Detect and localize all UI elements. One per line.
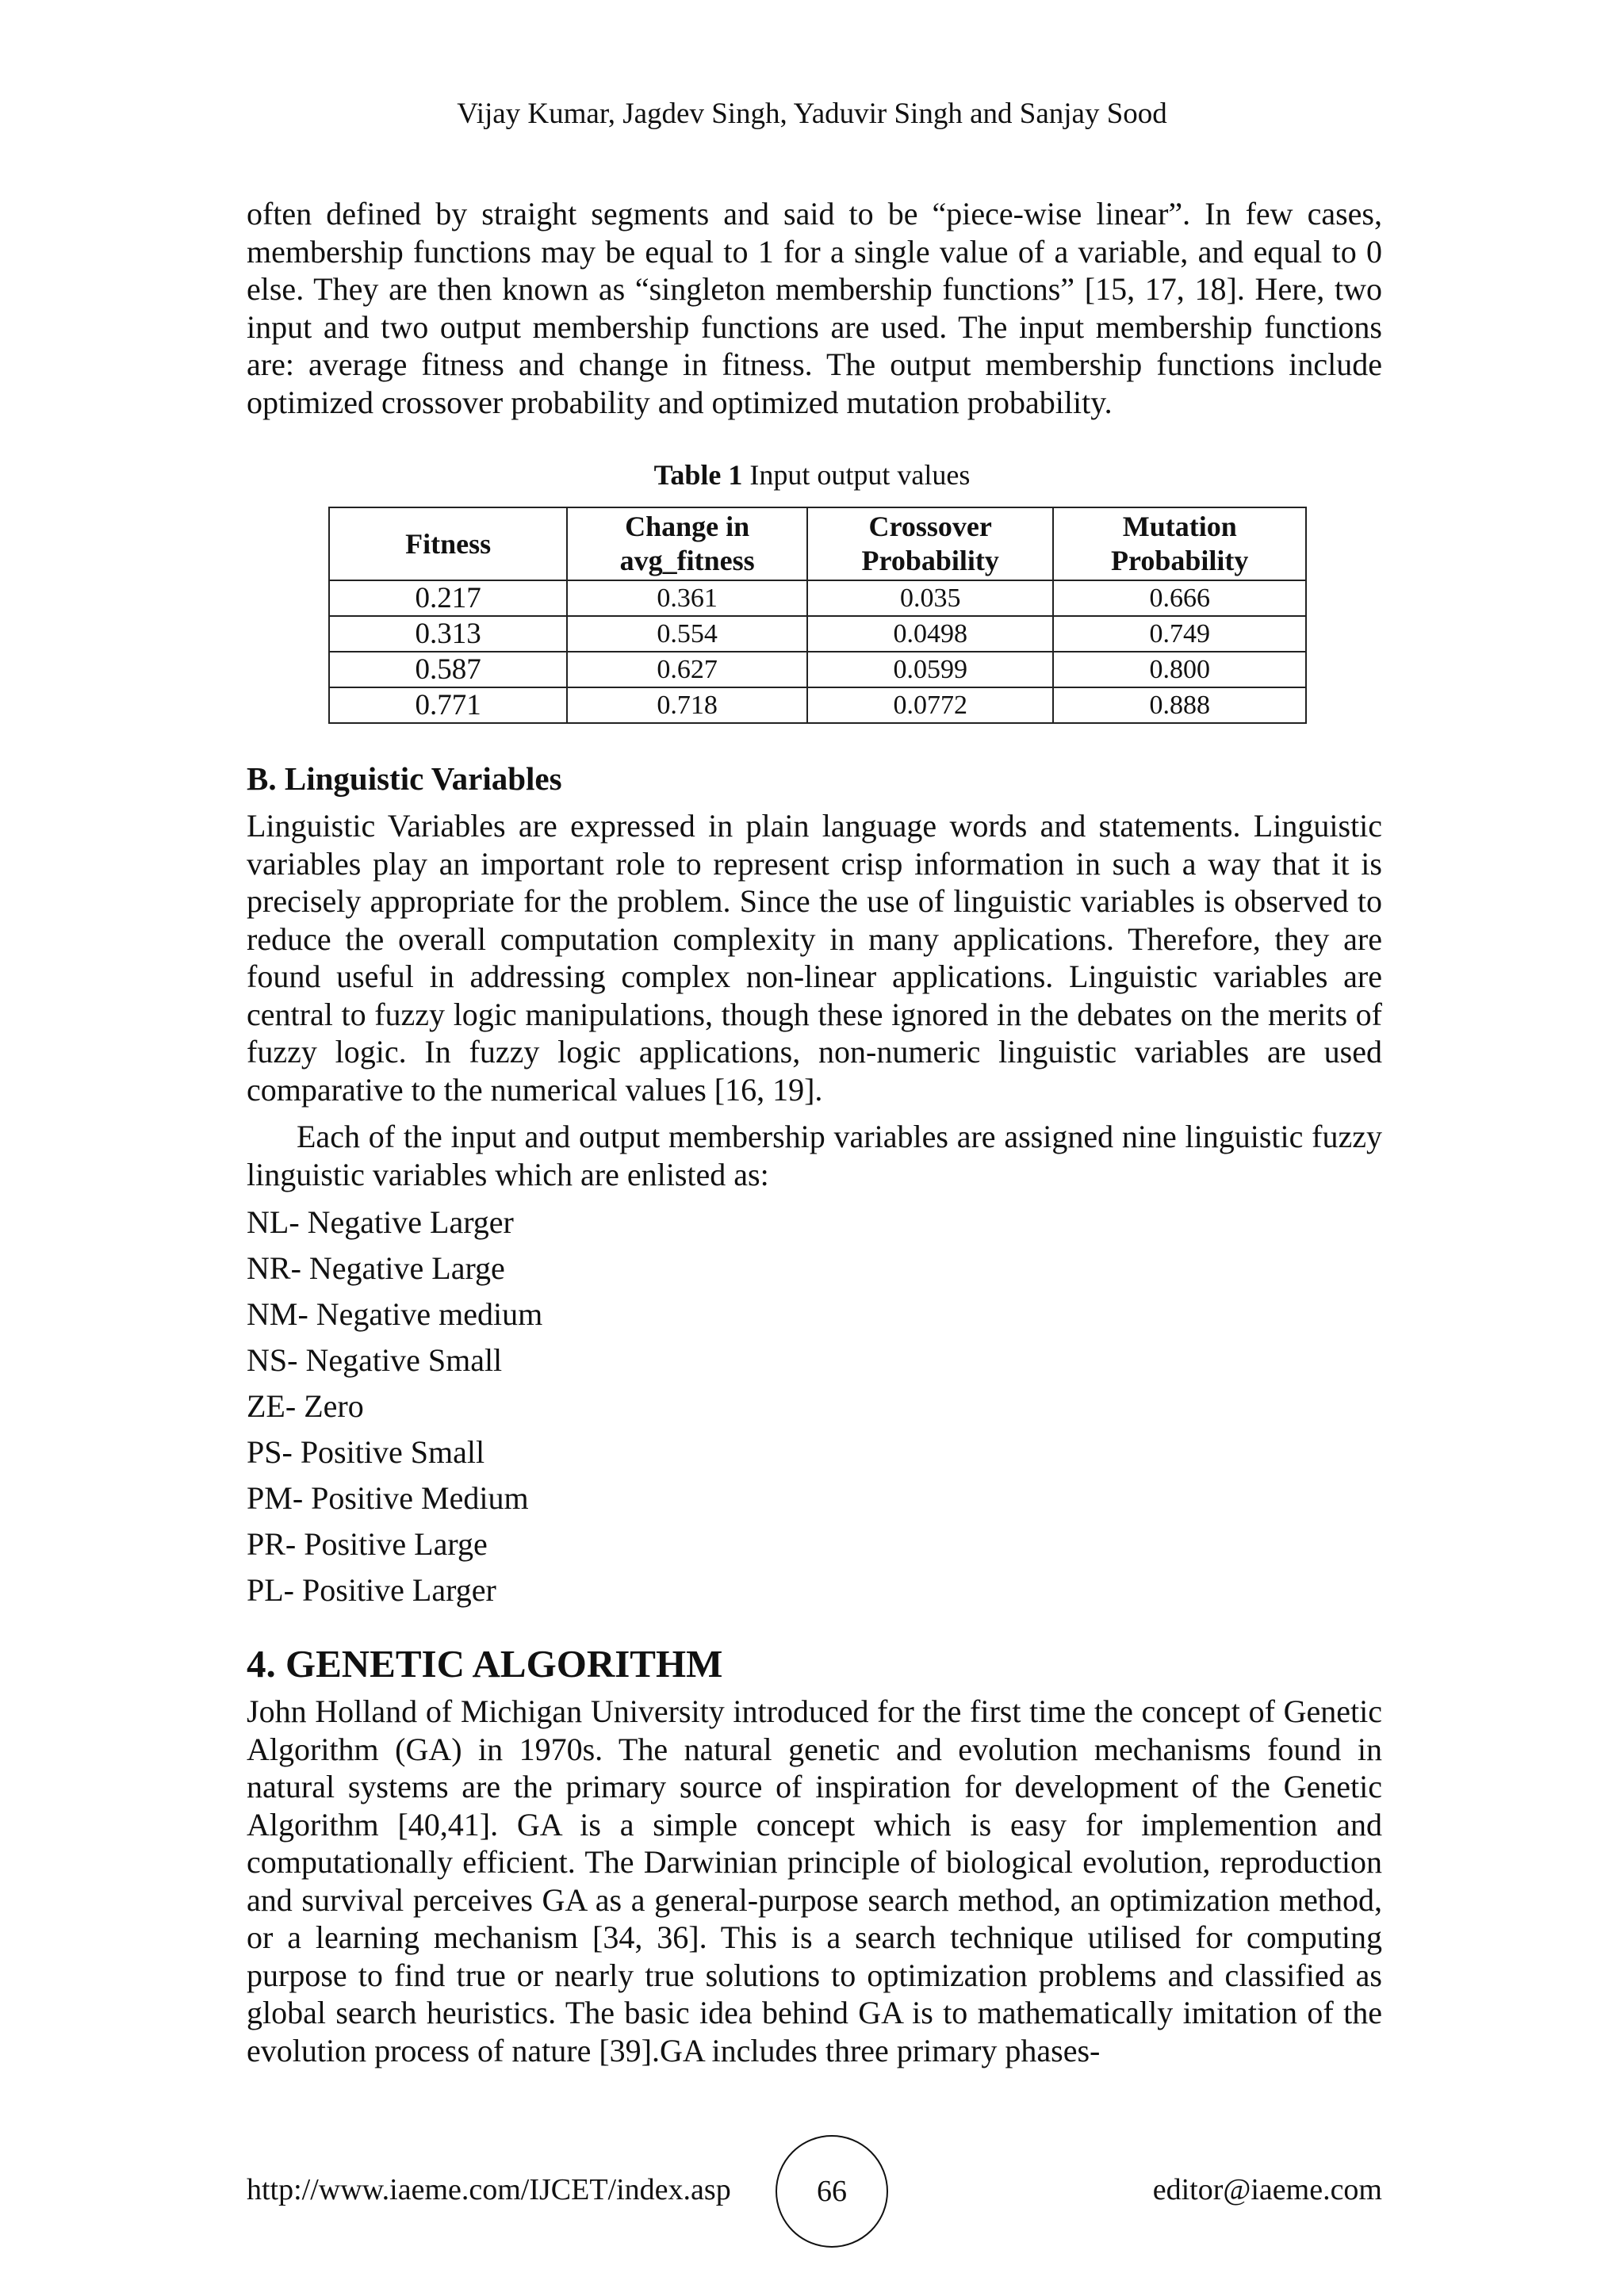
page-number: 66: [776, 2135, 888, 2248]
table-cell: 0.800: [1053, 652, 1306, 687]
list-item: PM- Positive Medium: [247, 1480, 529, 1516]
table-cell: 0.035: [807, 580, 1054, 616]
section-b-paragraph-1: Linguistic Variables are expressed in plain language words and statements. Linguistic variables play an important role to represent crisp information in such a way that it is precisely appropriate for the problem. Since the use of linguistic variables is observed to reduce the overall computation complexity in many applications. Therefore, they are found useful in addressing complex non-linear applications. Linguistic variables are central to fuzzy logic manipulations, though these ignored in the debates on the merits of fuzzy logic. In fuzzy logic applications, non-numeric linguistic variables are used comparative to the numerical values [16, 19].: [247, 808, 1382, 1108]
table-row: [329, 687, 1306, 723]
table-cell: 0.313: [329, 616, 567, 652]
table-cell: 0.718: [567, 687, 807, 723]
list-item: ZE- Zero: [247, 1388, 364, 1424]
list-item: NS- Negative Small: [247, 1342, 503, 1378]
table-caption-label: Table 1: [653, 459, 743, 491]
header-mutation-probability: Mutation Probability: [1053, 507, 1306, 580]
table-cell: 0.587: [329, 652, 567, 687]
section-b-paragraph-2: Each of the input and output membership variables are assigned nine linguistic fuzzy linguistic variables which are enlisted as:: [247, 1119, 1382, 1192]
table-row: [329, 652, 1306, 687]
section-4-heading: 4. GENETIC ALGORITHM: [247, 1642, 723, 1686]
table-cell: 0.627: [567, 652, 807, 687]
table-cell: 0.361: [567, 580, 807, 616]
table-row: [329, 616, 1306, 652]
footer-email-link[interactable]: editor@iaeme.com: [1152, 2173, 1382, 2206]
table-cell: 0.666: [1053, 580, 1306, 616]
list-item: NM- Negative medium: [247, 1296, 543, 1332]
header-fitness: Fitness: [329, 507, 567, 580]
table-cell: 0.771: [329, 687, 567, 723]
table-header-row: [329, 507, 1306, 580]
linguistic-variable-list: [247, 1200, 542, 1613]
list-item: NR- Negative Large: [247, 1250, 505, 1286]
section-b-heading: B. Linguistic Variables: [247, 760, 562, 797]
list-item: PR- Positive Large: [247, 1526, 488, 1562]
table-cell: 0.554: [567, 616, 807, 652]
table-cell: 0.888: [1053, 687, 1306, 723]
table-row: [329, 580, 1306, 616]
list-item: PS- Positive Small: [247, 1434, 485, 1470]
header-crossover-probability: Crossover Probability: [807, 507, 1054, 580]
table-cell: 0.0498: [807, 616, 1054, 652]
table-cell: 0.217: [329, 580, 567, 616]
section-4-paragraph: John Holland of Michigan University introduced for the first time the concept of Genetic Algorithm (GA) in 1970s. The natural genetic and evolution mechanisms found in natural systems are the primary source of inspiration for development of the Genetic Algorithm [40,41]. GA is a simple concept which is easy for implemention and computationally efficient. The Darwinian principle of biological evolution, reproduction and survival perceives GA as a general-purpose search method, an optimization method, or a learning mechanism [34, 36]. This is a search technique utilised for computing purpose to find true or nearly true solutions to optimization problems and classified as global search heuristics. The basic idea behind GA is to mathematically imitation of the evolution process of nature [39].GA includes three primary phases-: [247, 1693, 1382, 2068]
list-item: PL- Positive Larger: [247, 1572, 496, 1608]
footer-url-link[interactable]: http://www.iaeme.com/IJCET/index.asp: [247, 2173, 731, 2206]
running-head-authors: Vijay Kumar, Jagdev Singh, Yaduvir Singh and Sanjay Sood: [457, 98, 1167, 130]
table-cell: 0.749: [1053, 616, 1306, 652]
table-cell: 0.0772: [807, 687, 1054, 723]
table-cell: 0.0599: [807, 652, 1054, 687]
table-caption-text: Input output values: [742, 459, 971, 491]
list-item: NL- Negative Larger: [247, 1204, 514, 1240]
header-change-in-avg-fitness: Change in avg_fitness: [567, 507, 807, 580]
input-output-table: [328, 507, 1307, 724]
intro-paragraph: often defined by straight segments and said to be “piece-wise linear”. In few cases, membership functions may be equal to 1 for a single value of a variable, and equal to 0 else. They are then known as “singleton membership functions” [15, 17, 18]. Here, two input and two output membership functions are used. The input membership functions are: average fitness and change in fitness. The output membership functions include optimized crossover probability and optimized mutation probability.: [247, 196, 1382, 420]
table-caption: [0, 458, 1624, 492]
